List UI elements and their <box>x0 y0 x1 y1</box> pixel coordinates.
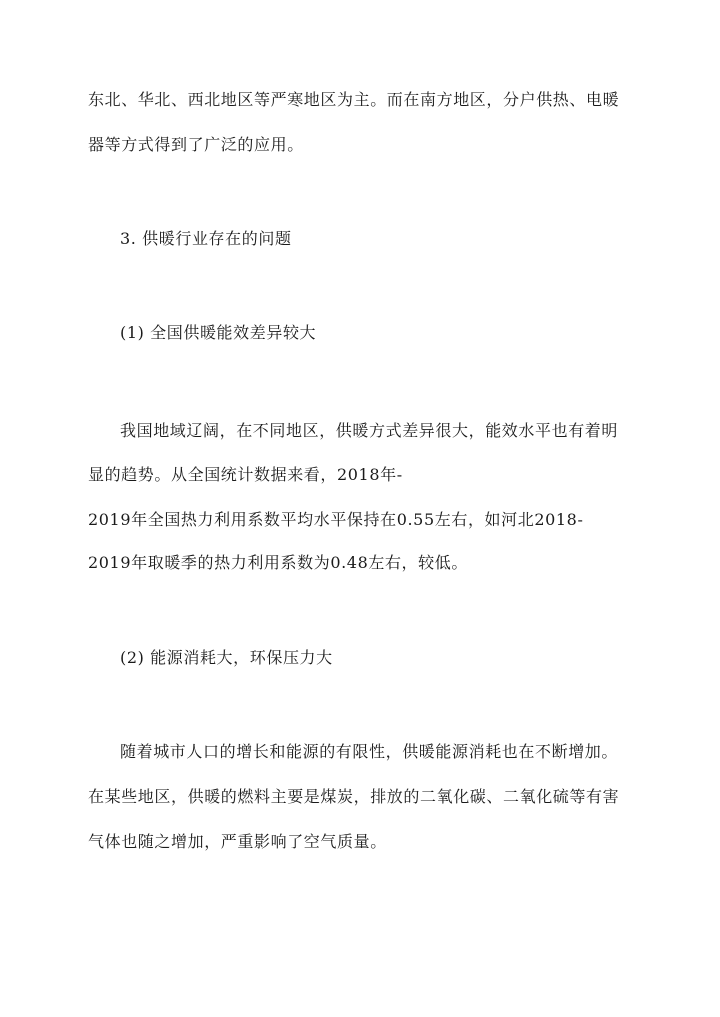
subsection-2-heading: (2) 能源消耗大，环保压力大 <box>120 648 333 667</box>
paragraph-3-line-1: 随着城市人口的增长和能源的有限性，供暖能源消耗也在不断增加。 <box>120 742 619 761</box>
paragraph-1-line-2: 器等方式得到了广泛的应用。 <box>88 135 304 154</box>
subsection-1-heading: (1) 全国供暖能效差异较大 <box>120 323 317 342</box>
paragraph-2-line-1: 我国地域辽阔，在不同地区，供暖方式差异很大，能效水平也有着明 <box>120 421 619 440</box>
paragraph-2-line-2: 显的趋势。从全国统计数据来看，2018年- <box>88 465 403 484</box>
paragraph-1-line-1: 东北、华北、西北地区等严寒地区为主。而在南方地区，分户供热、电暖 <box>88 90 620 109</box>
section-3-heading: 3. 供暖行业存在的问题 <box>120 229 292 248</box>
paragraph-3-line-3: 气体也随之增加，严重影响了空气质量。 <box>88 832 387 851</box>
paragraph-2-line-4: 2019年取暖季的热力利用系数为0.48左右，较低。 <box>88 553 468 572</box>
paragraph-2-line-3: 2019年全国热力利用系数平均水平保持在0.55左右，如河北2018- <box>88 510 584 529</box>
paragraph-3-line-2: 在某些地区，供暖的燃料主要是煤炭，排放的二氧化碳、二氧化硫等有害 <box>88 787 620 806</box>
